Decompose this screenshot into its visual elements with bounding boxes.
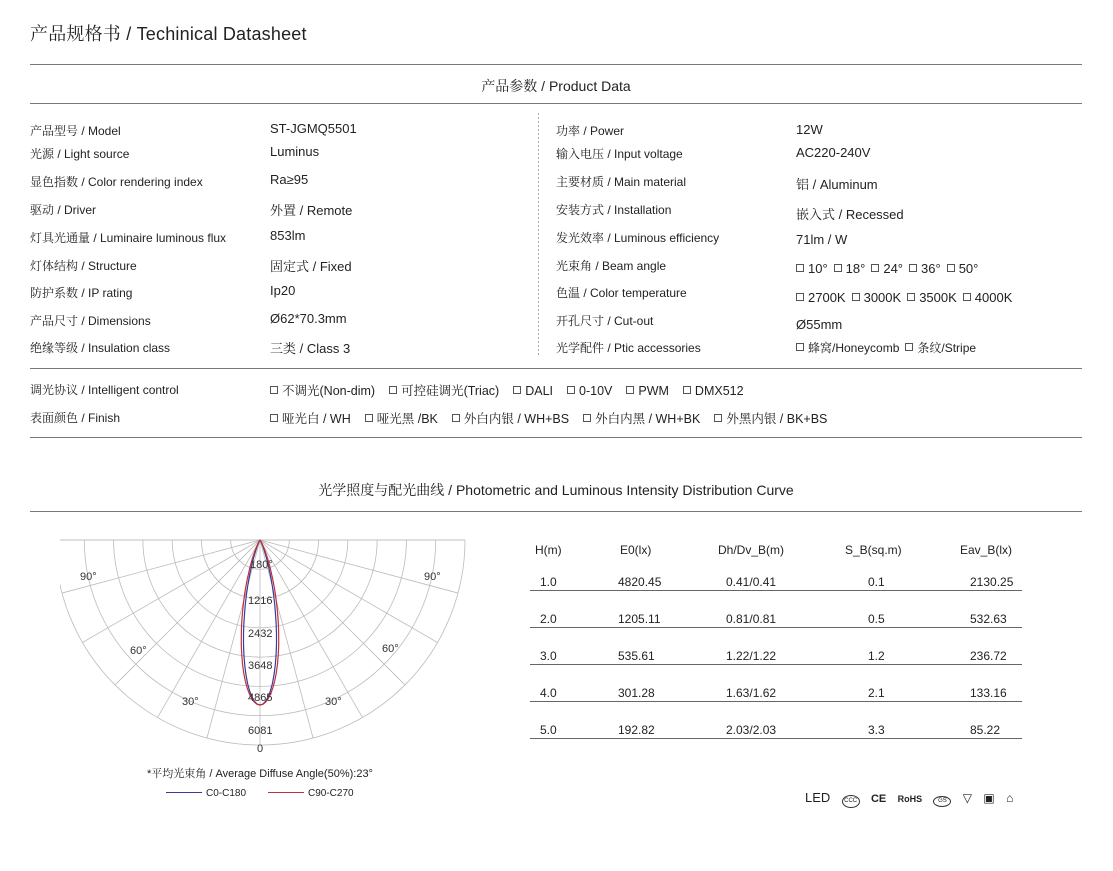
spec-value: Ø55mm [796,317,843,332]
checkbox-icon[interactable] [513,386,521,394]
beam-option[interactable]: 50° [947,261,979,276]
option-item[interactable]: 0-10V [567,384,612,398]
polar-spoke [260,540,405,685]
spec-value: Ip20 [270,283,296,298]
table-row-divider [530,701,1022,702]
table-cell: 4820.45 [618,575,662,589]
checkbox-icon[interactable] [567,386,575,394]
triangle-mark-icon: ▽ [962,791,973,805]
angle-label: 90° [80,571,97,583]
spec-label: 安装方式 / Installation [556,203,672,217]
column-divider [538,113,539,355]
table-header: H(m) [535,543,562,557]
checkbox-icon[interactable] [909,264,917,272]
table-cell: 4.0 [540,686,557,700]
angle-label: 0 [257,743,264,755]
control-label: 调光协议 / Intelligent control [30,383,179,397]
divider [30,103,1082,104]
spec-label: 显色指数 / Color rendering index [30,175,203,189]
table-row-divider [530,664,1022,665]
divider [30,511,1082,512]
checkbox-icon[interactable] [270,414,278,422]
table-row-divider [530,590,1022,591]
spec-label: 灯具光通量 / Luminaire luminous flux [30,231,227,245]
photometric-title: 光学照度与配光曲线 / Photometric and Luminous Intensity Distribution Curve [318,482,794,498]
checkbox-icon[interactable] [714,414,722,422]
polar-distribution-diagram [60,520,480,760]
table-header: Eav_B(lx) [960,543,1013,557]
checkbox-icon[interactable] [796,264,804,272]
spec-label: 输入电压 / Input voltage [556,147,683,161]
spec-options [796,261,984,276]
spec-value: AC220-240V [796,145,871,160]
spec-label: 产品尺寸 / Dimensions [30,314,151,328]
table-cell: 0.5 [868,612,885,626]
table-cell: 1.22/1.22 [726,649,777,663]
checkbox-icon[interactable] [871,264,879,272]
table-cell: 192.82 [618,723,655,737]
led-mark: LED [805,790,831,805]
polar-spoke [62,540,260,593]
legend-swatch-c0 [166,792,202,793]
table-header: S_B(sq.m) [845,543,902,557]
spec-label: 开孔尺寸 / Cut-out [556,314,654,328]
checkbox-icon[interactable] [852,293,860,301]
table-cell: 3.0 [540,649,557,663]
table-header: E0(lx) [620,543,652,557]
spec-label: 光学配件 / Ptic accessories [556,341,701,355]
divider [30,437,1082,438]
legend-c0 [166,788,246,799]
table-cell: 0.1 [868,575,885,589]
spec-label: 绝缘等级 / Insulation class [30,341,171,355]
spec-label: 产品型号 / Model [30,124,121,138]
option-item[interactable]: 哑光白 / WH [270,409,351,427]
checkbox-icon[interactable] [270,386,278,394]
cct-option[interactable]: 3500K [907,290,957,305]
spec-value: Luminus [270,144,320,159]
spec-label: 主要材质 / Main material [556,175,687,189]
option-item[interactable]: DALI [513,384,553,398]
angle-label: 60° [382,643,399,655]
table-cell: 0.41/0.41 [726,575,777,589]
ring-value-label: 2432 [248,628,273,640]
table-cell: 85.22 [970,723,1001,737]
table-cell: 2.1 [868,686,885,700]
table-cell: 0.81/0.81 [726,612,777,626]
legend-c90 [268,788,354,799]
spec-value: 三类 / Class 3 [270,341,351,356]
spec-value: 71lm / W [796,232,848,247]
spec-label: 驱动 / Driver [30,203,97,217]
beam-option[interactable]: 36° [909,261,941,276]
ring-value-label: 1216 [248,595,273,607]
table-cell: 1.63/1.62 [726,686,777,700]
checkbox-icon[interactable] [947,264,955,272]
finish-label: 表面颜色 / Finish [30,411,121,425]
product-data-title: 产品参数 / Product Data [481,78,631,94]
cct-option[interactable]: 4000K [963,290,1013,305]
divider [30,64,1082,65]
table-cell: 1205.11 [618,612,661,626]
checkbox-icon[interactable] [626,386,634,394]
ccc-icon: CCC [842,795,860,808]
option-item[interactable]: 可控硅调光(Triac) [389,381,499,399]
table-row-divider [530,627,1022,628]
legend-swatch-c90 [268,792,304,793]
spec-value: ST-JGMQ5501 [270,121,357,136]
spec-value: 外置 / Remote [270,203,353,218]
legend-label-c0: C0-C180 [206,788,247,799]
option-item[interactable]: 外白内黑 / WH+BK [583,409,700,427]
optic-option[interactable]: 条纹/Stripe [905,339,976,356]
option-item[interactable]: DMX512 [683,384,744,398]
beam-angle-note: *平均光束角 / Average Diffuse Angle(50%):23° [147,768,373,780]
checkbox-icon[interactable] [963,293,971,301]
gs-icon: GS [933,796,951,807]
table-cell: 1.0 [540,575,557,589]
spec-value: Ø62*70.3mm [270,311,347,326]
certification-row [805,790,1013,808]
spec-value: 铝 / Aluminum [796,177,878,192]
option-item[interactable]: PWM [626,384,669,398]
table-cell: 5.0 [540,723,557,737]
checkbox-icon[interactable] [796,293,804,301]
polar-spoke [82,540,260,643]
checkbox-icon[interactable] [452,414,460,422]
beam-option[interactable]: 18° [834,261,866,276]
checkbox-icon[interactable] [905,343,913,351]
rohs-icon: RoHS [897,794,923,804]
spec-label: 发光效率 / Luminous efficiency [556,231,720,245]
ring-value-label: 6081 [248,725,273,737]
polar-spoke [115,540,260,685]
cct-option[interactable]: 3000K [852,290,902,305]
polar-spoke [260,540,438,643]
spec-options [796,290,1018,305]
house-icon: ⌂ [1006,791,1014,805]
spec-value: 853lm [270,228,306,243]
spec-options [796,339,982,356]
table-cell: 236.72 [970,649,1007,663]
option-item[interactable]: 外黑内银 / BK+BS [714,409,827,427]
checkbox-icon[interactable] [683,386,691,394]
checkbox-icon[interactable] [907,293,915,301]
table-header: Dh/Dv_B(m) [718,543,785,557]
spec-value: Ra≥95 [270,172,309,187]
cct-option[interactable]: 2700K [796,290,846,305]
spec-label: 光束角 / Beam angle [556,259,667,273]
table-cell: 532.63 [970,612,1007,626]
spec-label: 光源 / Light source [30,147,130,161]
spec-label: 色温 / Color temperature [556,286,687,300]
angle-label: 30° [325,696,342,708]
polar-spoke [158,540,261,718]
beam-option[interactable]: 10° [796,261,828,276]
double-insulation-icon: ▣ [983,791,995,805]
table-cell: 301.28 [618,686,655,700]
table-cell: 535.61 [618,649,655,663]
angle-label: 60° [130,645,147,657]
angle-label: 180° [250,559,273,571]
table-cell: 2130.25 [970,575,1014,589]
spec-value: 固定式 / Fixed [270,259,352,274]
spec-label: 功率 / Power [556,124,625,138]
ce-icon: CE [870,793,887,805]
table-cell: 2.0 [540,612,557,626]
angle-label: 30° [182,696,199,708]
divider [30,368,1082,369]
ring-value-label: 4865 [248,692,273,704]
option-item[interactable]: 外白内银 / WH+BS [452,409,569,427]
table-cell: 2.03/2.03 [726,723,777,737]
optic-option[interactable]: 蜂窝/Honeycomb [796,339,899,356]
page-title: 产品规格书 / Techinical Datasheet [30,24,307,44]
table-cell: 133.16 [970,686,1007,700]
polar-spoke [260,540,458,593]
finish-options [270,409,841,427]
checkbox-icon[interactable] [796,343,804,351]
spec-label: 防护系数 / IP rating [30,286,133,300]
control-options [270,381,758,399]
table-row-divider [530,738,1022,739]
checkbox-icon[interactable] [834,264,842,272]
table-cell: 1.2 [868,649,885,663]
checkbox-icon[interactable] [389,386,397,394]
polar-spoke [260,540,363,718]
spec-label: 灯体结构 / Structure [30,259,137,273]
option-item[interactable]: 哑光黑 /BK [365,409,438,427]
ring-value-label: 3648 [248,660,273,672]
checkbox-icon[interactable] [583,414,591,422]
spec-value: 12W [796,122,823,137]
spec-value: 嵌入式 / Recessed [796,207,904,222]
checkbox-icon[interactable] [365,414,373,422]
angle-label: 90° [424,571,441,583]
option-item[interactable]: 不调光(Non-dim) [270,381,375,399]
table-cell: 3.3 [868,723,885,737]
beam-option[interactable]: 24° [871,261,903,276]
legend-label-c90: C90-C270 [308,788,354,799]
